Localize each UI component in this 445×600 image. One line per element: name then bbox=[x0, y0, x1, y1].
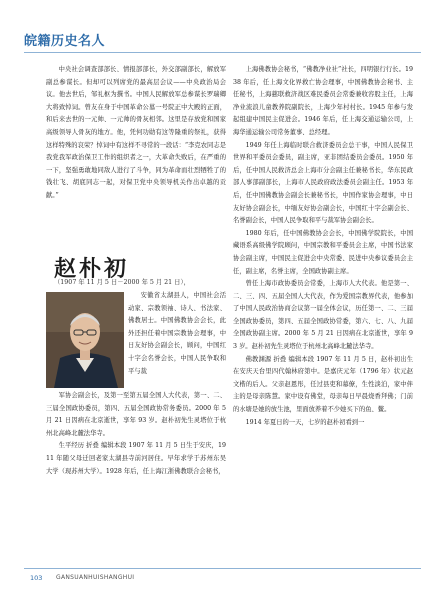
paragraph: 1949 年任上海临时联合救济委员会总干事，中国人民保卫世界和平委员会委员，副主席，亚非团结委员会委员。1950 年后，任中国人民救济总会上海市分会副主任兼秘书长，华东民政部人事部副部长，上海市人民政府政法委员会副主任。1953 年后，任中国佛教协会副会长兼秘书长，中国作家协会理事，中日友好协会副会长，中缅友好协会副会长，中国红十字会副会长、名誉副会长，中国人民争取和平与裁军协会副会长。 bbox=[233, 141, 413, 225]
left-column-bottom bbox=[46, 390, 226, 478]
right-column bbox=[233, 64, 413, 429]
footer-divider bbox=[24, 568, 421, 569]
paragraph: 生平经历 折叠 编辑本段 1907 年 11 月 5 日生于安庆，1911 年随父母迁回老家太湖县寺前河居住。早年求学于苏州东吴大学（现苏州大学）。1928 年后，任上海江浙佛教联合会秘书， bbox=[46, 442, 226, 475]
paragraph: 曾任上海市政协委员会常委，上海市人大代表。他是第一、二、三、四、五届全国人大代表，作为爱国宗教界代表，他参加了中国人民政治协商会议第一届全体会议，历任第一、二、三届全国政协委员，第四、五届全国政协常委，第六、七、八、九届全国政协副主席。2000 年 5 月 21 日因病在北京逝世，享年 93 岁。赵朴初先生灵塔位于杭州北高峰北麓法华寺。 bbox=[233, 280, 413, 351]
page-number: 103 bbox=[30, 574, 43, 582]
paragraph: 中央社会调查部部长、情报部部长，外交部副部长，解放军副总参谋长。但却可以列席党的最高层会议——中央政治局会议。他去世后，邹礼枢为撰书。中国人民解放军总参谋长罗瑞卿大将致悼词。曾友在身于中国革命公墓一号院正中大殿的正面，和后来去世的一元帅、一元帅的骨灰相邻。这里是存放党和国家高级领导人骨灰的地方。他，凭何功勋有这等隆重的祭礼，获得这样特殊的哀荣？悼词中有这样不寻常的一段话：“李克农同志是我党我军政治保卫工作的组织者之一，大革命失败后，在严重的一下，坚强勇敢地同敌人进行了斗争，同为革命而壮烈牺牲了的钱壮飞、胡底同志一起，对保卫党中央领导机关作出卓越的贡献。” bbox=[46, 66, 226, 199]
paragraph: 1914 年夏日的一天，七岁的赵朴初看到一 bbox=[245, 418, 365, 426]
person-dates: （1907 年 11 月 5 日－2000 年 5 月 21 日）， bbox=[54, 279, 190, 286]
profile-side-text-block bbox=[128, 290, 226, 378]
paragraph: 1980 年后，任中国佛教协会会长，中国佛学院院长，中国藏语系高级佛学院顾问，中国宗教和平委员会主席，中国书法家协会副主席，中国民主促进会中央常委、民进中央参议委员会主任，副主席，名誉主席，全国政协副主席。 bbox=[233, 229, 413, 275]
profile-side-text: 安徽省太湖县人，中国社会活动家、宗教领袖、诗人、书法家、佛教居士。中国佛教协会会长，此外还担任着中国宗教协会理事，中日友好协会副会长，顾问，中国红十字会名誉会长，中国人民争取和平与裁 bbox=[128, 292, 226, 375]
footer-label: GANSUANHUISHANGHUI bbox=[56, 574, 135, 581]
paragraph: 军协会副会长，及第一至第五届全国人大代表，第一、二、三届全国政协委员，第四、五届全国政协常务委员。2000 年 5 月 21 日因病在北京逝世，享年 93 岁。赵朴初先生灵塔位于杭州北高峰北麓法华寺。 bbox=[46, 392, 226, 437]
section-title: 皖籍历史名人 bbox=[24, 34, 106, 49]
header-divider bbox=[24, 52, 421, 53]
person-name-heading: 赵朴初 bbox=[54, 257, 130, 282]
portrait-photo bbox=[46, 292, 124, 388]
paragraph: 佛教渊源 折叠 编辑本段 1907 年 11 月 5 日，赵朴初出生在安庆天台里四代翰林府第中。是嘉庆元年（1796 年）状元赵文楷的后人。父亲赵恩彤，任过县吏和幕僚，生性淡泊，家中伴主的是母亲陈慧。家中设有佛堂，母亲每日早晨烧香拜佛；门前的水塘是她的放生池，里面放养着不少她买下的鱼、鳖。 bbox=[233, 355, 413, 414]
left-column-top bbox=[46, 64, 226, 203]
paragraph: 上海佛教协会秘书，“佛教净业社”社长，四明银行行长。1938 年后，任上海文化界救亡协会理事，中国佛教协会秘书、主任秘书，上海慈联救济战区难民委员会常委兼收容股主任，上海净业流浪儿童教养院副院长，上海少年村村长。1945 年参与发起组建中国民主促进会。1946 年后，任上海交通运输公司，上海华通运输公司常务董事、总经理。 bbox=[233, 66, 413, 136]
